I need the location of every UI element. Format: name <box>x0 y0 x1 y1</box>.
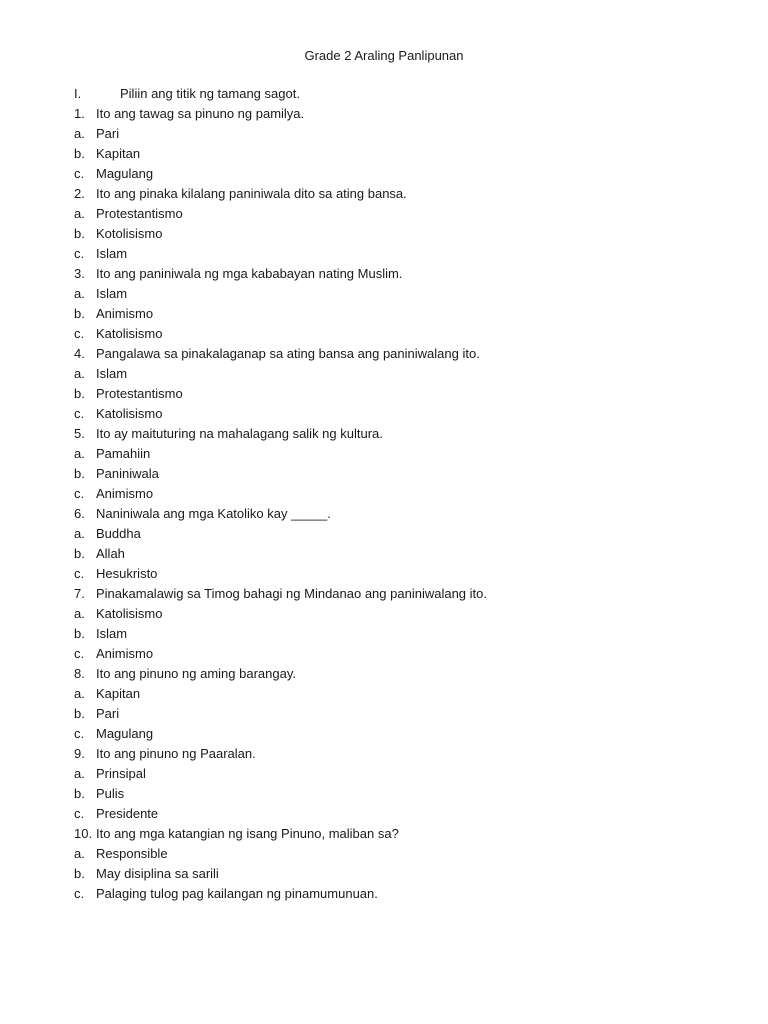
choice-text: Katolisismo <box>96 606 163 621</box>
answer-choice <box>74 304 734 324</box>
question-number: 8. <box>74 666 85 681</box>
answer-choice <box>74 764 734 784</box>
choice-text: Pamahiin <box>96 446 151 461</box>
question-number: 3. <box>74 266 85 281</box>
answer-choice <box>74 224 734 244</box>
question-text: Ito ay maituturing na mahalagang salik ng kultura. <box>96 426 383 441</box>
choice-letter: c. <box>74 726 85 741</box>
question-item <box>74 264 734 284</box>
answer-choice <box>74 244 734 264</box>
question-text: Ito ang tawag sa pinuno ng pamilya. <box>96 106 305 121</box>
question-number: 6. <box>74 506 85 521</box>
choice-text: Magulang <box>96 166 154 181</box>
answer-choice <box>74 444 734 464</box>
choice-letter: a. <box>74 126 85 141</box>
question-number: 4. <box>74 346 85 361</box>
answer-choice <box>74 884 734 904</box>
choice-letter: a. <box>74 766 85 781</box>
answer-choice <box>74 844 734 864</box>
question-item <box>74 104 734 124</box>
choice-letter: b. <box>74 546 85 561</box>
choice-text: Pari <box>96 706 120 721</box>
page-title: Grade 2 Araling Panlipunan <box>304 48 464 63</box>
choice-letter: a. <box>74 846 85 861</box>
instruction-text: Piliin ang titik ng tamang sagot. <box>120 86 300 101</box>
choice-text: Kapitan <box>96 686 141 701</box>
question-item <box>74 424 734 444</box>
answer-choice <box>74 784 734 804</box>
question-item <box>74 744 734 764</box>
answer-choice <box>74 684 734 704</box>
question-number: 2. <box>74 186 85 201</box>
choice-letter: a. <box>74 366 85 381</box>
choice-text: Allah <box>96 546 125 561</box>
answer-choice <box>74 484 734 504</box>
question-text: Pinakamalawig sa Timog bahagi ng Mindanao ang paniniwalang ito. <box>96 586 487 601</box>
choice-text: Hesukristo <box>96 566 158 581</box>
choice-letter: b. <box>74 466 85 481</box>
choice-text: Animismo <box>96 486 154 501</box>
choice-text: Katolisismo <box>96 326 163 341</box>
choice-text: Paniniwala <box>96 466 159 481</box>
choice-letter: c. <box>74 886 85 901</box>
choice-text: May disiplina sa sarili <box>96 866 219 881</box>
section-marker: I. <box>74 86 82 101</box>
answer-choice <box>74 384 734 404</box>
question-number: 10. <box>74 826 93 841</box>
choice-text: Presidente <box>96 806 159 821</box>
question-item <box>74 664 734 684</box>
question-text: Ito ang pinuno ng Paaralan. <box>96 746 256 761</box>
answer-choice <box>74 704 734 724</box>
choice-letter: c. <box>74 566 85 581</box>
answer-choice <box>74 564 734 584</box>
choice-letter: c. <box>74 646 85 661</box>
answer-choice <box>74 644 734 664</box>
question-text: Ito ang mga katangian ng isang Pinuno, maliban sa? <box>96 826 399 841</box>
question-text: Naniniwala ang mga Katoliko kay _____. <box>96 506 331 521</box>
question-text: Ito ang paniniwala ng mga kababayan nating Muslim. <box>96 266 403 281</box>
choice-text: Animismo <box>96 646 154 661</box>
choice-text: Responsible <box>96 846 168 861</box>
choice-letter: b. <box>74 386 85 401</box>
choice-letter: b. <box>74 786 85 801</box>
choice-letter: c. <box>74 246 85 261</box>
choice-letter: a. <box>74 686 85 701</box>
choice-text: Palaging tulog pag kailangan ng pinamumunuan. <box>96 886 378 901</box>
choice-text: Kapitan <box>96 146 141 161</box>
question-item <box>74 824 734 844</box>
answer-choice <box>74 624 734 644</box>
question-item <box>74 184 734 204</box>
choice-text: Protestantismo <box>96 206 183 221</box>
question-item <box>74 584 734 604</box>
answer-choice <box>74 284 734 304</box>
choice-letter: c. <box>74 326 85 341</box>
choice-text: Magulang <box>96 726 154 741</box>
answer-choice <box>74 144 734 164</box>
choice-text: Buddha <box>96 526 141 541</box>
answer-choice <box>74 464 734 484</box>
answer-choice <box>74 724 734 744</box>
choice-text: Kotolisismo <box>96 226 163 241</box>
answer-choice <box>74 164 734 184</box>
choice-text: Islam <box>96 286 128 301</box>
answer-choice <box>74 404 734 424</box>
question-number: 5. <box>74 426 85 441</box>
choice-text: Islam <box>96 626 128 641</box>
question-item <box>74 344 734 364</box>
answer-choice <box>74 204 734 224</box>
section-instruction <box>74 84 734 104</box>
choice-letter: a. <box>74 526 85 541</box>
choice-letter: b. <box>74 146 85 161</box>
answer-choice <box>74 804 734 824</box>
choice-text: Islam <box>96 246 128 261</box>
choice-text: Islam <box>96 366 128 381</box>
answer-choice <box>74 364 734 384</box>
answer-choice <box>74 544 734 564</box>
choice-letter: a. <box>74 446 85 461</box>
answer-choice <box>74 524 734 544</box>
question-text: Ito ang pinaka kilalang paniniwala dito sa ating bansa. <box>96 186 407 201</box>
answer-choice <box>74 124 734 144</box>
question-number: 7. <box>74 586 85 601</box>
choice-text: Katolisismo <box>96 406 163 421</box>
choice-letter: c. <box>74 806 85 821</box>
choice-letter: b. <box>74 706 85 721</box>
question-list <box>74 84 734 904</box>
choice-text: Pari <box>96 126 120 141</box>
question-number: 1. <box>74 106 85 121</box>
choice-text: Animismo <box>96 306 154 321</box>
answer-choice <box>74 324 734 344</box>
choice-text: Prinsipal <box>96 766 146 781</box>
question-item <box>74 504 734 524</box>
choice-text: Protestantismo <box>96 386 183 401</box>
choice-letter: b. <box>74 306 85 321</box>
choice-letter: b. <box>74 226 85 241</box>
choice-letter: a. <box>74 286 85 301</box>
question-number: 9. <box>74 746 85 761</box>
choice-text: Pulis <box>96 786 125 801</box>
choice-letter: b. <box>74 626 85 641</box>
choice-letter: c. <box>74 406 85 421</box>
choice-letter: c. <box>74 486 85 501</box>
answer-choice <box>74 604 734 624</box>
choice-letter: c. <box>74 166 85 181</box>
question-text: Ito ang pinuno ng aming barangay. <box>96 666 296 681</box>
choice-letter: a. <box>74 606 85 621</box>
question-text: Pangalawa sa pinakalaganap sa ating bansa ang paniniwalang ito. <box>96 346 480 361</box>
choice-letter: a. <box>74 206 85 221</box>
answer-choice <box>74 864 734 884</box>
choice-letter: b. <box>74 866 85 881</box>
